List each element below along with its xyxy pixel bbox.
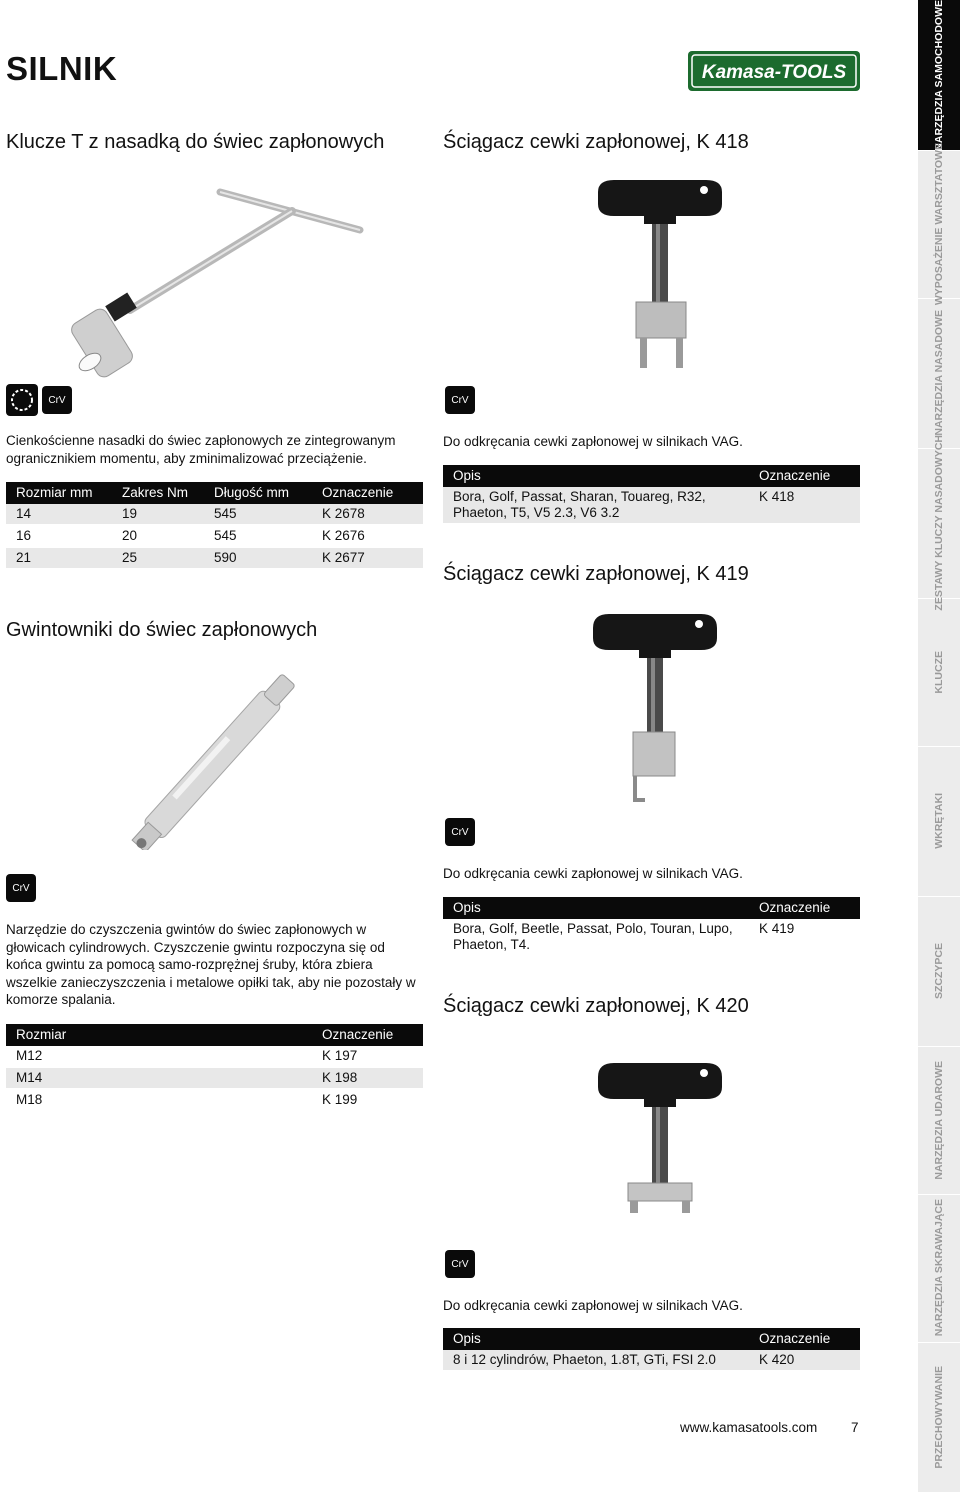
- thin-wall-icon: [6, 384, 38, 416]
- crv-badge: CrV: [6, 874, 36, 902]
- k419-spec-table: [443, 897, 860, 957]
- table-row: [6, 1089, 423, 1111]
- page-title: SILNIK: [6, 50, 118, 87]
- thread-tap-section-title: Gwintowniki do świec zapłonowych: [6, 619, 318, 641]
- cell: K 2676: [312, 525, 423, 547]
- sidebar-item-przechowywanie[interactable]: PRZECHOWYWANIE: [918, 1342, 960, 1493]
- k418-spec-table: [443, 465, 860, 525]
- cell: K 199: [312, 1089, 423, 1111]
- table-row: [6, 547, 423, 569]
- column-header: Oznaczenie: [312, 482, 423, 504]
- t-wrench-description: Cienkościenne nasadki do świec zapłonowych ze zintegrowanym ogranicznikiem momentu, aby zminimalizować przeciążenie.: [6, 433, 396, 466]
- cell: K 2678: [312, 504, 423, 525]
- column-header: Oznaczenie: [749, 897, 860, 919]
- column-header: Oznaczenie: [749, 465, 860, 487]
- k419-section-title: Ściągacz cewki zapłonowej, K 419: [443, 563, 749, 585]
- column-header: Rozmiar mm: [6, 482, 112, 504]
- table-row: [6, 1046, 423, 1067]
- cell: Bora, Golf, Beetle, Passat, Polo, Touran, Lupo, Phaeton, T4.: [443, 919, 749, 956]
- cell: 20: [112, 525, 204, 547]
- cell: K 2677: [312, 547, 423, 569]
- crv-badge: CrV: [42, 386, 72, 414]
- table-row: [6, 1067, 423, 1089]
- table-row: [443, 487, 860, 524]
- sidebar-item-szczypce[interactable]: SZCZYPCE: [918, 896, 960, 1047]
- svg-text:Kamasa-TOOLS: Kamasa-TOOLS: [701, 62, 847, 83]
- sidebar-item-wkretaki[interactable]: WKRĘTAKI: [918, 746, 960, 897]
- cell: M14: [6, 1067, 312, 1089]
- t-wrench-spec-table: [6, 482, 423, 570]
- t-wrench-section-title: Klucze T z nasadką do świec zapłonowych: [6, 131, 385, 153]
- crv-badge: CrV: [445, 1250, 475, 1278]
- k420-product-image: [590, 1055, 730, 1225]
- cell: 25: [112, 547, 204, 569]
- cell: K 198: [312, 1067, 423, 1089]
- table-row: [443, 1350, 860, 1371]
- column-header: Rozmiar: [6, 1024, 312, 1046]
- cell: K 419: [749, 919, 860, 956]
- cell: 8 i 12 cylindrów, Phaeton, 1.8T, GTi, FSI 2.0: [443, 1350, 749, 1371]
- cell: 545: [204, 504, 312, 525]
- crv-badge: CrV: [445, 386, 475, 414]
- thread-tap-product-image: [100, 670, 330, 850]
- cell: 14: [6, 504, 112, 525]
- column-header: Opis: [443, 465, 749, 487]
- website-link[interactable]: www.kamasatools.com: [680, 1420, 818, 1435]
- table-row: [443, 919, 860, 956]
- page-number: 7: [851, 1420, 859, 1435]
- cell: 16: [6, 525, 112, 547]
- cell: 590: [204, 547, 312, 569]
- cell: 19: [112, 504, 204, 525]
- sidebar-item-narzedzia-udarowe[interactable]: NARZĘDZIA UDAROWE: [918, 1046, 960, 1195]
- k418-description: Do odkręcania cewki zapłonowej w silnikach VAG.: [443, 434, 743, 449]
- cell: K 418: [749, 487, 860, 524]
- sidebar-item-narzedzia-skrawajace[interactable]: NARZĘDZIA SKRAWAJĄCE: [918, 1194, 960, 1343]
- column-header: Oznaczenie: [749, 1328, 860, 1350]
- k419-product-image: [585, 608, 725, 808]
- thread-tap-spec-table: [6, 1024, 423, 1112]
- column-header: Zakres Nm: [112, 482, 204, 504]
- sidebar-item-klucze[interactable]: KLUCZE: [918, 598, 960, 747]
- k420-section-title: Ściągacz cewki zapłonowej, K 420: [443, 995, 749, 1017]
- column-header: Oznaczenie: [312, 1024, 423, 1046]
- column-header: Opis: [443, 1328, 749, 1350]
- kamasa-tools-logo: [688, 51, 860, 91]
- sidebar-item-zestawy-kluczy[interactable]: ZESTAWY KLUCZY NASADOWYCH: [918, 448, 960, 599]
- sidebar-item-narzedzia-samochodowe[interactable]: NARZĘDZIA SAMOCHODOWE: [918, 0, 960, 151]
- cell: 545: [204, 525, 312, 547]
- column-header: Opis: [443, 897, 749, 919]
- sidebar-item-wyposazenie-warsztatowe[interactable]: WYPOSAŻENIE WARSZTATOWE: [918, 150, 960, 299]
- cell: K 197: [312, 1046, 423, 1067]
- thread-tap-description: Narzędzie do czyszczenia gwintów do świec zapłonowych w głowicach cylindrowych. Czyszczenie gwintu rozpoczyna się od końca gwintu za pomocą samo-rozprężnej śruby, która zbiera wszelkie zanieczyszczenia i metalowe opiłki tak, aby nie pozostały w komorze spalania.: [6, 922, 416, 1007]
- k419-description: Do odkręcania cewki zapłonowej w silnikach VAG.: [443, 866, 743, 881]
- t-wrench-product-image: [60, 180, 380, 390]
- table-row: [6, 525, 423, 547]
- cell: 21: [6, 547, 112, 569]
- table-row: [6, 504, 423, 525]
- crv-badge: CrV: [445, 818, 475, 846]
- column-header: Długość mm: [204, 482, 312, 504]
- cell: M18: [6, 1089, 312, 1111]
- k420-spec-table: [443, 1328, 860, 1372]
- k418-product-image: [590, 172, 730, 412]
- k420-description: Do odkręcania cewki zapłonowej w silnikach VAG.: [443, 1298, 743, 1313]
- cell: Bora, Golf, Passat, Sharan, Touareg, R32, Phaeton, T5, V5 2.3, V6 3.2: [443, 487, 749, 524]
- cell: M12: [6, 1046, 312, 1067]
- sidebar-item-narzedzia-nasadowe[interactable]: NARZĘDZIA NASADOWE: [918, 298, 960, 449]
- k418-section-title: Ściągacz cewki zapłonowej, K 418: [443, 131, 749, 153]
- cell: K 420: [749, 1350, 860, 1371]
